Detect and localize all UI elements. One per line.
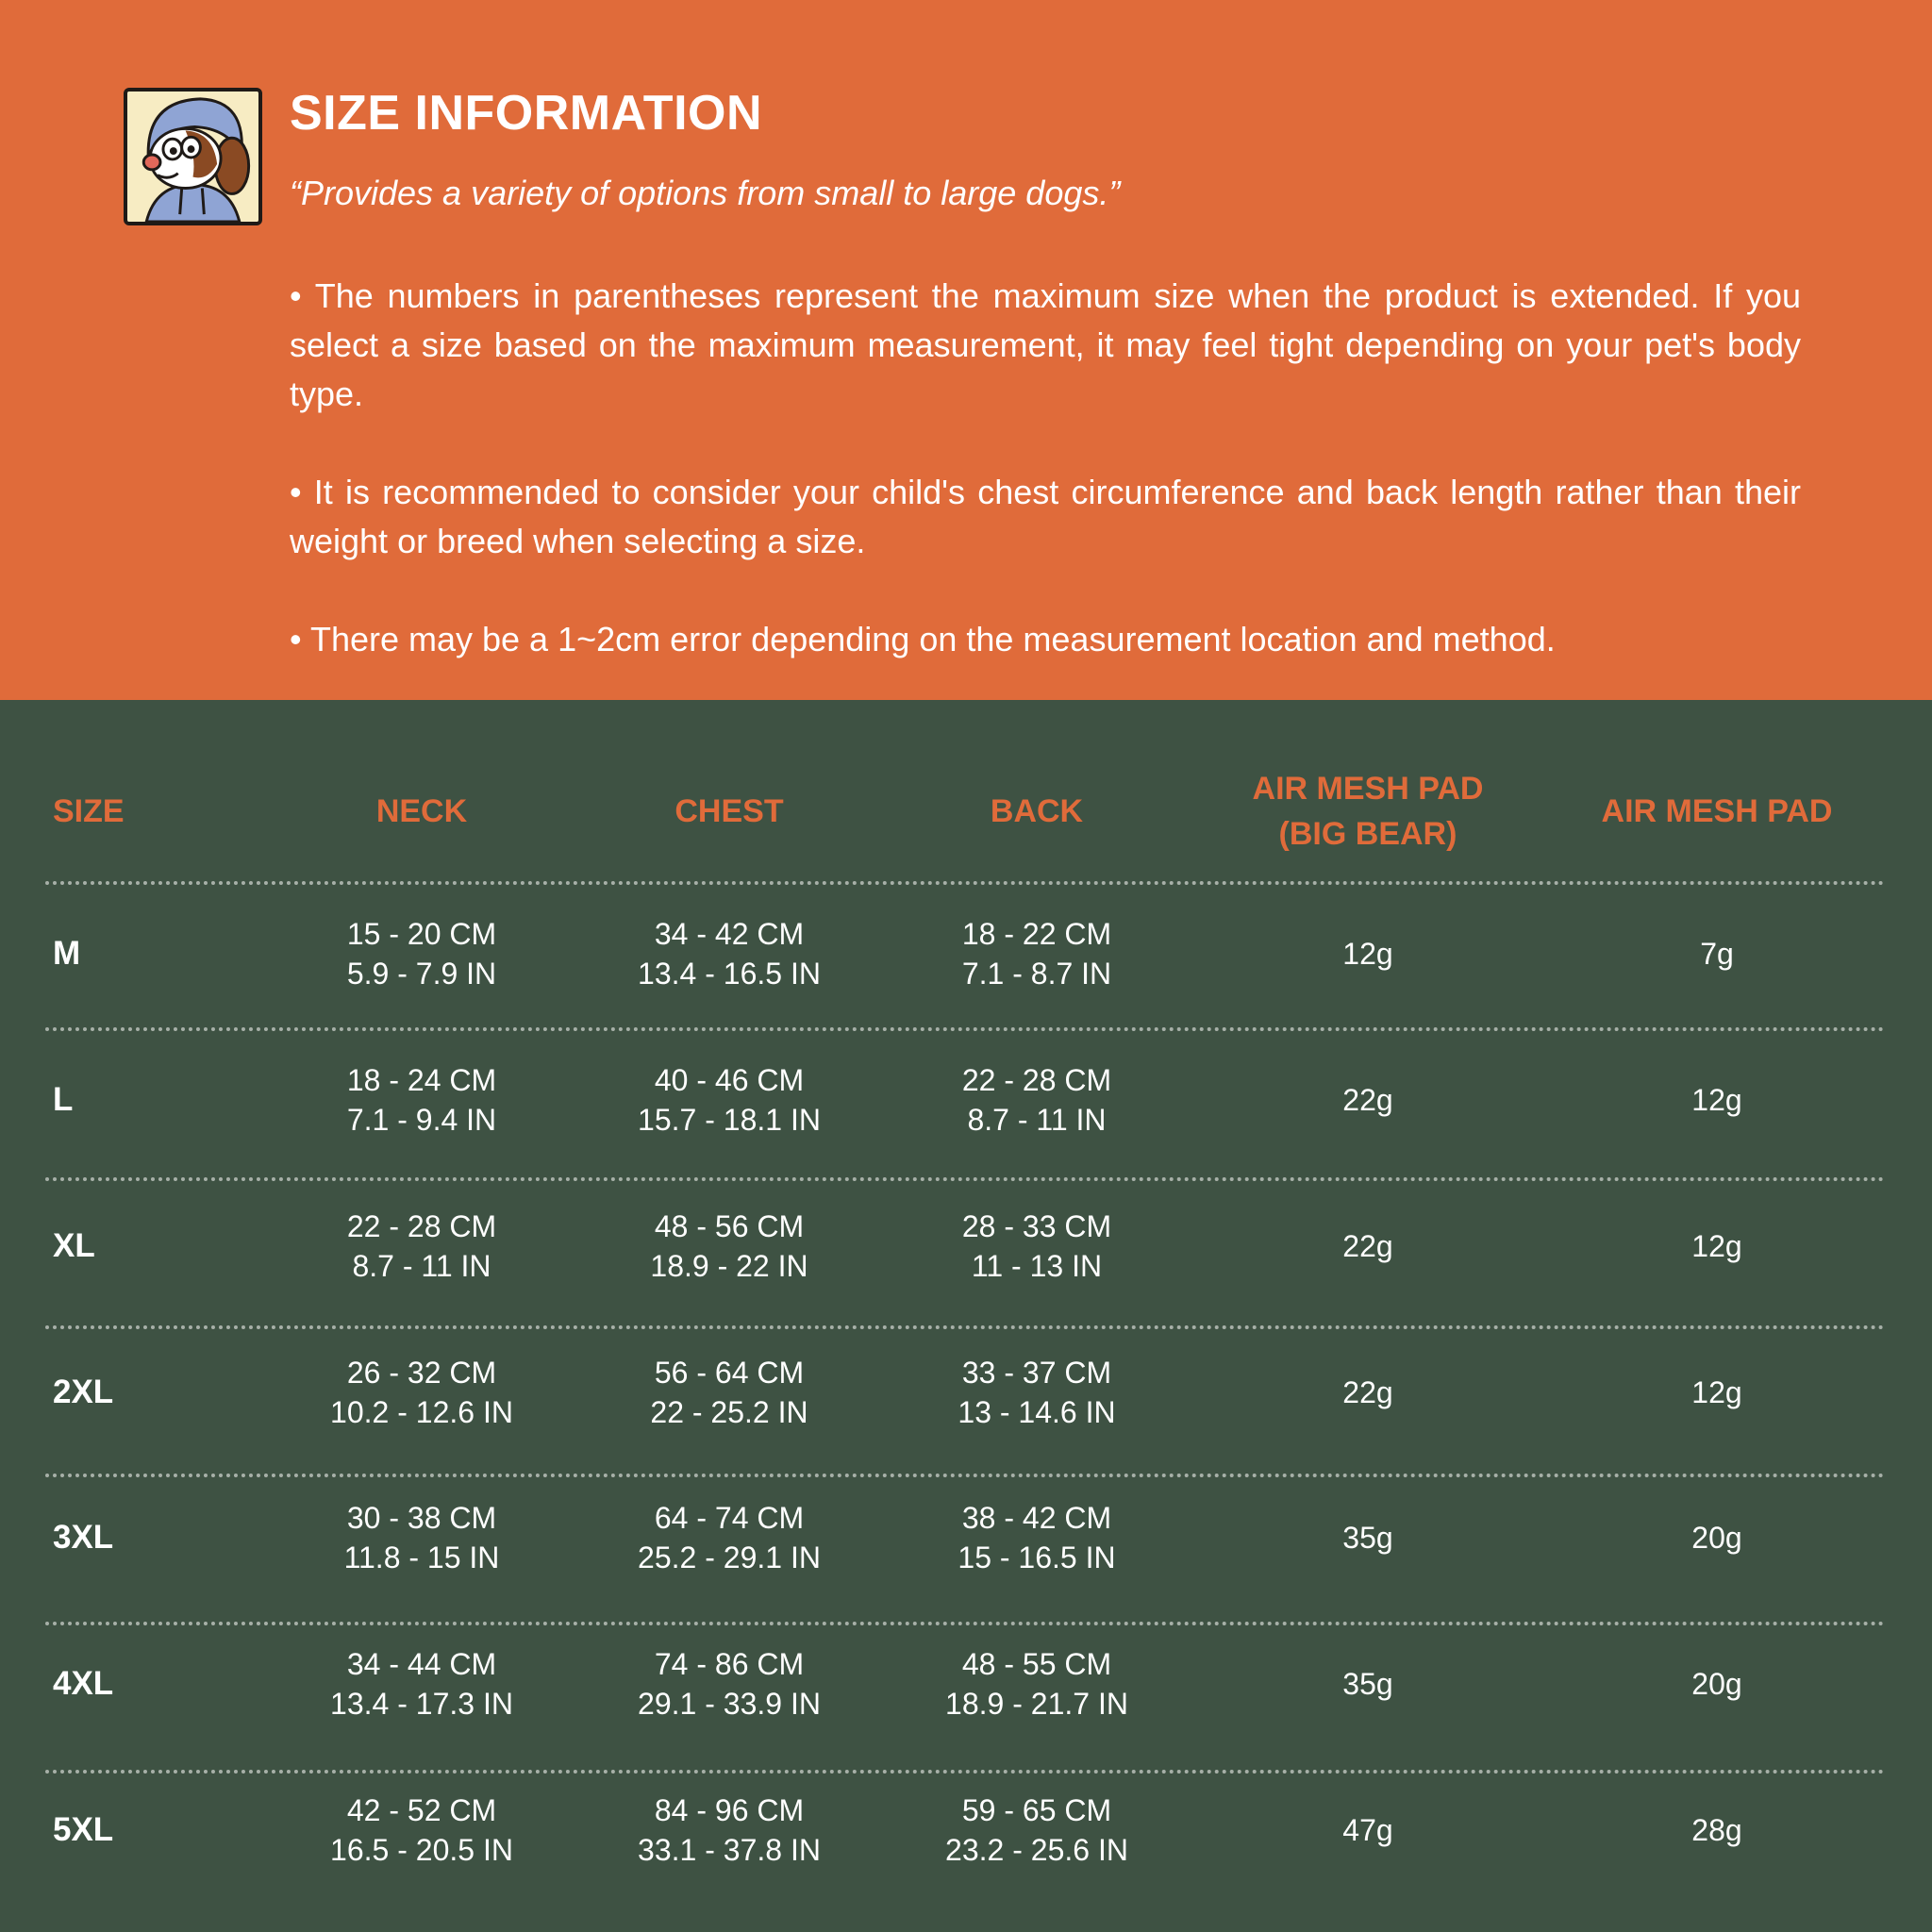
size-label: XL <box>53 1227 95 1264</box>
back-cell: 38 - 42 CM 15 - 16.5 IN <box>958 1501 1116 1574</box>
pad-big-cell: 47g <box>1342 1813 1393 1847</box>
table-row <box>0 1174 1932 1319</box>
size-label: 5XL <box>53 1811 114 1848</box>
header-pad-big-line2: (BIG BEAR) <box>1278 816 1457 852</box>
size-info-banner <box>0 0 1932 700</box>
header-size: SIZE <box>53 793 125 829</box>
pad-big-cell: 22g <box>1342 1083 1393 1117</box>
back-cell: 28 - 33 CM 11 - 13 IN <box>961 1209 1112 1283</box>
note-chest-back: • It is recommended to consider your child's chest circumference and back length rather than their weight or breed when selecting a size. <box>290 473 1801 560</box>
pad-cell: 7g <box>1700 937 1734 971</box>
header-air-mesh-pad: AIR MESH PAD <box>1601 793 1833 829</box>
header-back: BACK <box>990 793 1084 829</box>
pad-cell: 12g <box>1691 1229 1742 1263</box>
back-cell: 18 - 22 CM 7.1 - 8.7 IN <box>961 917 1112 991</box>
neck-cell: 34 - 44 CM 13.4 - 17.3 IN <box>330 1647 513 1721</box>
pad-big-cell: 22g <box>1342 1229 1393 1263</box>
table-row <box>0 1611 1932 1757</box>
chest-cell: 84 - 96 CM 33.1 - 37.8 IN <box>638 1793 821 1867</box>
chest-cell: 48 - 56 CM 18.9 - 22 IN <box>650 1209 808 1283</box>
neck-cell: 15 - 20 CM 5.9 - 7.9 IN <box>346 917 497 991</box>
neck-cell: 42 - 52 CM 16.5 - 20.5 IN <box>330 1793 513 1867</box>
chest-cell: 56 - 64 CM 22 - 25.2 IN <box>650 1356 808 1429</box>
pad-big-cell: 35g <box>1342 1667 1393 1701</box>
tagline-quote: “Provides a variety of options from small to large dogs.” <box>290 174 1121 212</box>
page-title: SIZE INFORMATION <box>290 86 763 141</box>
table-row <box>0 1027 1932 1173</box>
neck-cell: 18 - 24 CM 7.1 - 9.4 IN <box>346 1063 497 1137</box>
note-extended-size: • The numbers in parentheses represent the maximum size when the product is extended. If you select a size based on the maximum measurement, it may feel tight depending on your pet's body type. <box>290 276 1801 413</box>
note-measurement-error: • There may be a 1~2cm error depending on the measurement location and method. <box>290 620 1556 658</box>
pad-big-cell: 22g <box>1342 1375 1393 1409</box>
pad-cell: 12g <box>1691 1083 1742 1117</box>
back-cell: 33 - 37 CM 13 - 14.6 IN <box>958 1356 1116 1429</box>
chest-cell: 64 - 74 CM 25.2 - 29.1 IN <box>638 1501 821 1574</box>
neck-cell: 26 - 32 CM 10.2 - 12.6 IN <box>330 1356 513 1429</box>
back-cell: 48 - 55 CM 18.9 - 21.7 IN <box>945 1647 1128 1721</box>
pad-big-cell: 12g <box>1342 937 1393 971</box>
chest-cell: 74 - 86 CM 29.1 - 33.9 IN <box>638 1647 821 1721</box>
size-label: 3XL <box>53 1519 114 1556</box>
header-pad-big-line1: AIR MESH PAD <box>1252 771 1484 807</box>
pad-cell: 20g <box>1691 1667 1742 1701</box>
table-row <box>0 1757 1932 1903</box>
table-row <box>0 1465 1932 1610</box>
dog-logo-icon <box>124 88 262 225</box>
back-cell: 59 - 65 CM 23.2 - 25.6 IN <box>945 1793 1128 1867</box>
header-neck: NECK <box>375 793 468 829</box>
chest-cell: 40 - 46 CM 15.7 - 18.1 IN <box>638 1063 821 1137</box>
chest-cell: 34 - 42 CM 13.4 - 16.5 IN <box>638 917 821 991</box>
size-label: L <box>53 1081 74 1118</box>
table-row <box>0 1320 1932 1465</box>
pad-cell: 28g <box>1691 1813 1742 1847</box>
pad-cell: 12g <box>1691 1375 1742 1409</box>
back-cell: 22 - 28 CM 8.7 - 11 IN <box>961 1063 1112 1137</box>
size-label: 4XL <box>53 1665 114 1702</box>
pad-cell: 20g <box>1691 1521 1742 1555</box>
size-label: M <box>53 935 81 972</box>
table-row <box>0 881 1932 1026</box>
neck-cell: 22 - 28 CM 8.7 - 11 IN <box>346 1209 497 1283</box>
size-label: 2XL <box>53 1374 114 1410</box>
pad-big-cell: 35g <box>1342 1521 1393 1555</box>
neck-cell: 30 - 38 CM 11.8 - 15 IN <box>343 1501 500 1574</box>
header-air-mesh-pad-big-bear <box>1189 764 1547 858</box>
header-chest: CHEST <box>675 793 784 829</box>
